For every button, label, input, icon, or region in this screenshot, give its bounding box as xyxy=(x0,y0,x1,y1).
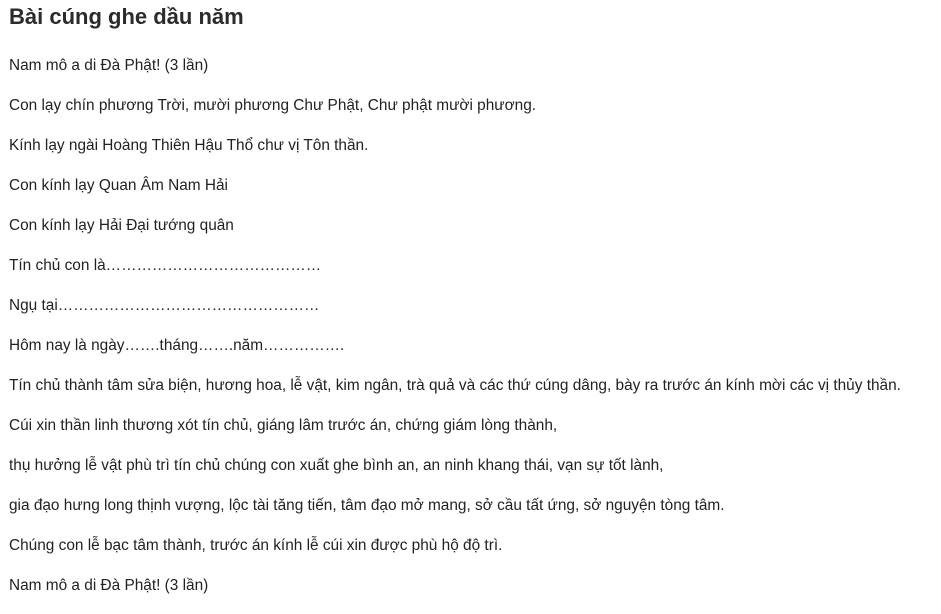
paragraph-6: Tín chủ con là…………………………………… xyxy=(9,257,322,274)
paragraph-14: Nam mô a di Đà Phật! (3 lần) xyxy=(9,577,209,594)
paragraph-3: Kính lạy ngài Hoàng Thiên Hậu Thổ chư vị Tôn thần. xyxy=(9,137,369,154)
paragraph-2: Con lạy chín phương Trời, mười phương Chư Phật, Chư phật mười phương. xyxy=(9,97,537,114)
paragraph-13: Chúng con lễ bạc tâm thành, trước án kính lễ cúi xin được phù hộ độ trì. xyxy=(9,537,503,554)
page-title: Bài cúng ghe dầu năm xyxy=(9,4,244,29)
paragraph-8: Hôm nay là ngày…….tháng…….năm……………. xyxy=(9,337,345,354)
paragraph-5: Con kính lạy Hải Đại tướng quân xyxy=(9,217,234,234)
paragraph-11: thụ hưởng lễ vật phù trì tín chủ chúng con xuất ghe bình an, an ninh khang thái, vạn sự tốt lành, xyxy=(9,457,664,474)
paragraph-9: Tín chủ thành tâm sửa biện, hương hoa, lễ vật, kim ngân, trà quả và các thứ cúng dâng, bày ra trước án kính mời các vị thủy thần. xyxy=(9,377,901,394)
paragraph-4: Con kính lạy Quan Âm Nam Hải xyxy=(9,177,228,194)
paragraph-1: Nam mô a di Đà Phật! (3 lần) xyxy=(9,57,209,74)
paragraph-12: gia đạo hưng long thịnh vượng, lộc tài tăng tiến, tâm đạo mở mang, sở cầu tất ứng, sở nguyện tòng tâm. xyxy=(9,497,725,514)
paragraph-10: Cúi xin thần linh thương xót tín chủ, giáng lâm trước án, chứng giám lòng thành, xyxy=(9,417,558,434)
paragraph-7: Ngụ tại…………………………………………… xyxy=(9,297,320,314)
